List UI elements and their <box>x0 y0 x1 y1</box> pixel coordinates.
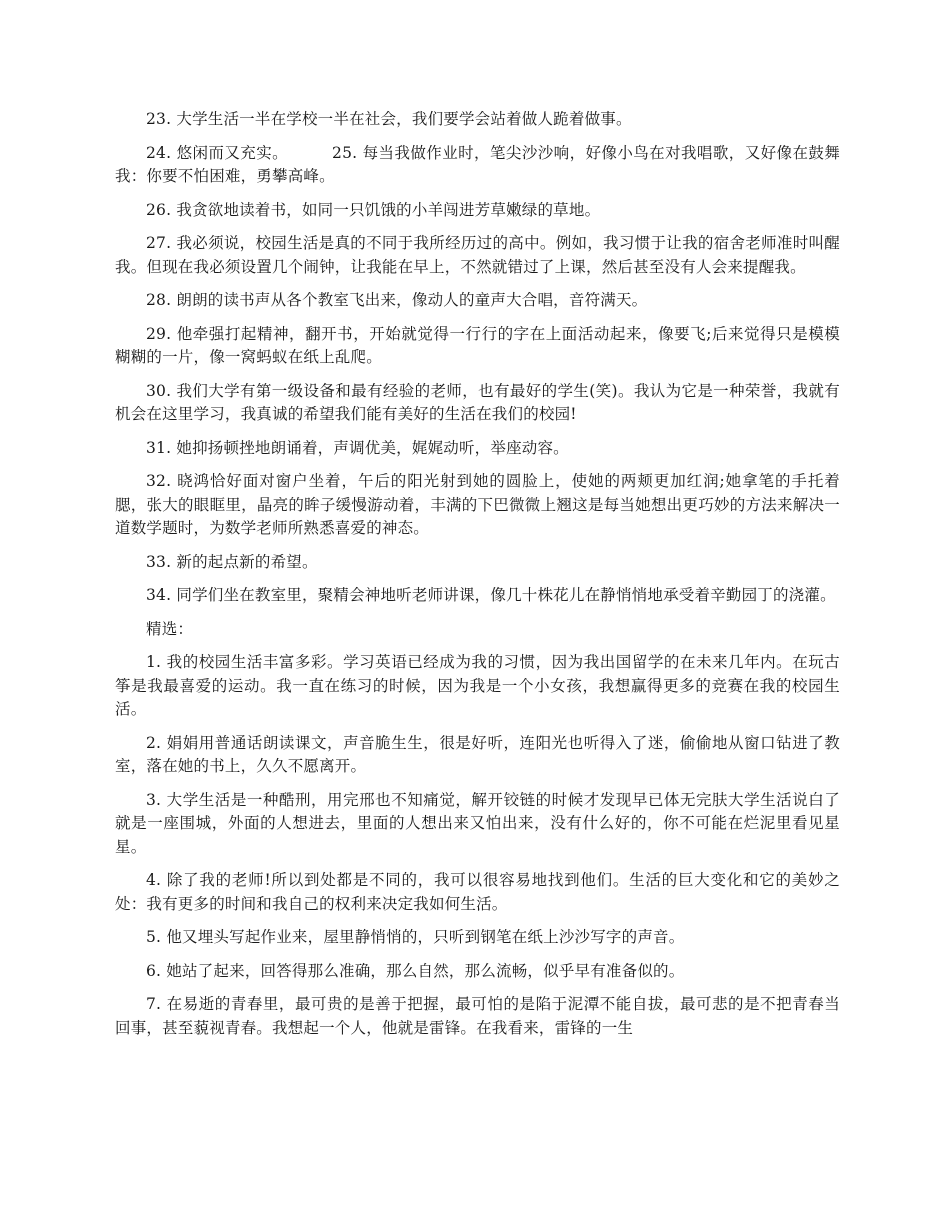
section-heading-featured: 精选： <box>146 619 194 638</box>
featured-paragraph-5: 5. 他又埋头写起作业来，屋里静悄悄的，只听到钢笔在纸上沙沙写字的声音。 <box>146 928 685 946</box>
featured-paragraph-7: 7. 在易逝的青春里，最可贵的是善于把握，最可怕的是陷于泥潭不能自拔，最可悲的是不把青春当回事，甚至藐视青春。我想起一个人，他就是雷锋。在我看来，雷锋的一生 <box>115 995 840 1037</box>
featured-paragraph-2: 2. 娟娟用普通话朗读课文，声音脆生生，很是好听，连阳光也听得入了迷，偷偷地从窗口钻进了教室，落在她的书上，久久不愿离开。 <box>115 733 840 775</box>
paragraph-24-25 <box>115 142 840 189</box>
featured-paragraph-4: 4. 除了我的老师!所以到处都是不同的，我可以很容易地找到他们。生活的巨大变化和它的美妙之处：我有更多的时间和我自己的权利来决定我如何生活。 <box>115 871 840 913</box>
paragraph-31: 31. 她抑扬顿挫地朗诵着，声调优美，娓娓动听，举座动容。 <box>146 438 569 457</box>
paragraph-23: 23. 大学生活一半在学校一半在社会，我们要学会站着做人跪着做事。 <box>146 110 632 128</box>
paragraph-27: 27. 我必须说，校园生活是真的不同于我所经历过的高中。例如，我习惯于让我的宿舍老师准时叫醒我。但现在我必须设置几个闹钟，让我能在早上，不然就错过了上课，然后甚至没有人会来提醒我。 <box>115 234 840 276</box>
featured-paragraph-1: 1. 我的校园生活丰富多彩。学习英语已经成为我的习惯，因为我出国留学的在未来几年内。在玩古筝是我最喜爱的运动。我一直在练习的时候，因为我是一个小女孩，我想赢得更多的竞赛在我的校园生活。 <box>115 653 840 718</box>
paragraph-26: 26. 我贪欲地读着书，如同一只饥饿的小羊闯进芳草嫩绿的草地。 <box>146 200 601 219</box>
paragraph-29: 29. 他牵强打起精神，翻开书，开始就觉得一行行的字在上面活动起来，像要飞;后来觉得只是模模糊糊的一片，像一窝蚂蚁在纸上乱爬。 <box>115 324 840 366</box>
paragraph-32: 32. 晓鸿恰好面对窗户坐着，午后的阳光射到她的圆脸上，使她的两颊更加红润;她拿笔的手托着腮，张大的眼眶里，晶亮的眸子缓慢游动着，丰满的下巴微微上翘这是每当她想出更巧妙的方法来解决一道数学题时，为数学老师所熟悉喜爱的神态。 <box>115 472 840 537</box>
featured-paragraph-3: 3. 大学生活是一种酷刑，用完邢也不知痛觉，解开铰链的时候才发现早已体无完肤大学生活说白了就是一座围城，外面的人想进去，里面的人想出来又怕出来，没有什么好的，你不可能在烂泥里看见星星。 <box>115 790 840 856</box>
featured-paragraph-6: 6. 她站了起来，回答得那么准确，那么自然，那么流畅，似乎早有准备似的。 <box>146 961 685 980</box>
paragraph-30: 30. 我们大学有第一级设备和最有经验的老师，也有最好的学生(笑)。我认为它是一种荣誉，我就有机会在这里学习，我真诚的希望我们能有美好的生活在我们的校园! <box>115 381 840 423</box>
document-body <box>115 108 840 1050</box>
paragraph-28: 28. 朗朗的读书声从各个教室飞出来，像动人的童声大合唱，音符满天。 <box>146 291 648 309</box>
paragraph-24: 24. 悠闲而又充实。 <box>146 143 289 162</box>
paragraph-34: 34. 同学们坐在教室里，聚精会神地听老师讲课，像几十株花儿在静悄悄地承受着辛勤园丁的浇灌。 <box>146 586 836 604</box>
paragraph-25: 25. 每当我做作业时，笔尖沙沙响，好像小鸟在对我唱歌，又好像在鼓舞我：你要不怕困难，勇攀高峰。 <box>115 143 840 185</box>
paragraph-33: 33. 新的起点新的希望。 <box>146 552 318 571</box>
